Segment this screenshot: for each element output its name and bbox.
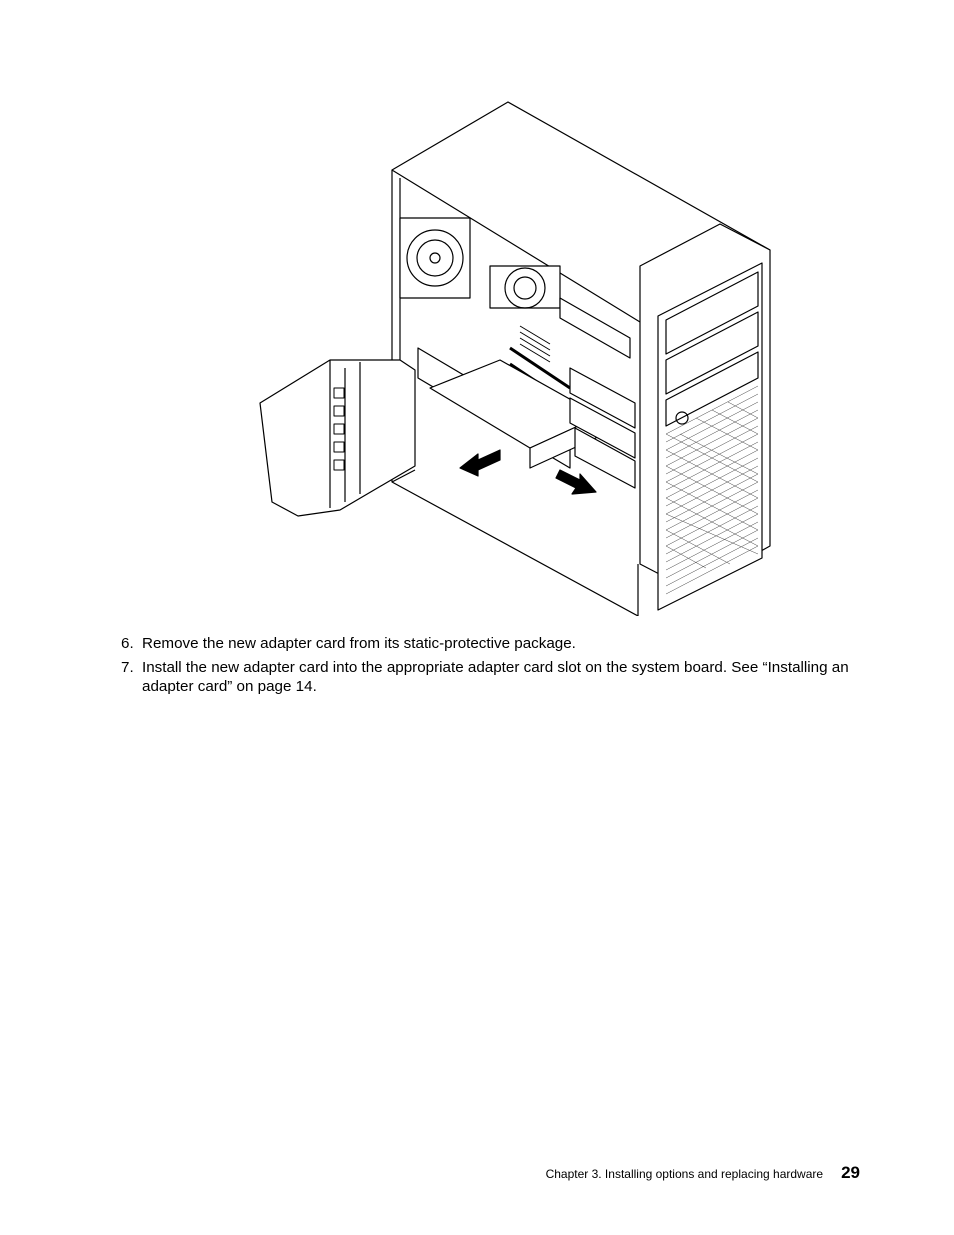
step-item [121, 658, 881, 696]
step-text: Install the new adapter card into the appropriate adapter card slot on the system board. See “Installing an adapter card” on page 14. [142, 659, 849, 695]
chapter-title: Chapter 3. Installing options and replacing hardware [545, 1167, 824, 1181]
page-number: 29 [841, 1163, 860, 1182]
step-text: Remove the new adapter card from its static-protective package. [142, 635, 576, 652]
step-number: 7. [121, 659, 134, 676]
step-item [121, 634, 881, 653]
step-number: 6. [121, 635, 134, 652]
chassis-illustration [250, 98, 780, 616]
page-footer [546, 1163, 860, 1183]
computer-chassis-adapter-removal-illustration [250, 98, 780, 616]
instruction-steps [121, 634, 881, 701]
